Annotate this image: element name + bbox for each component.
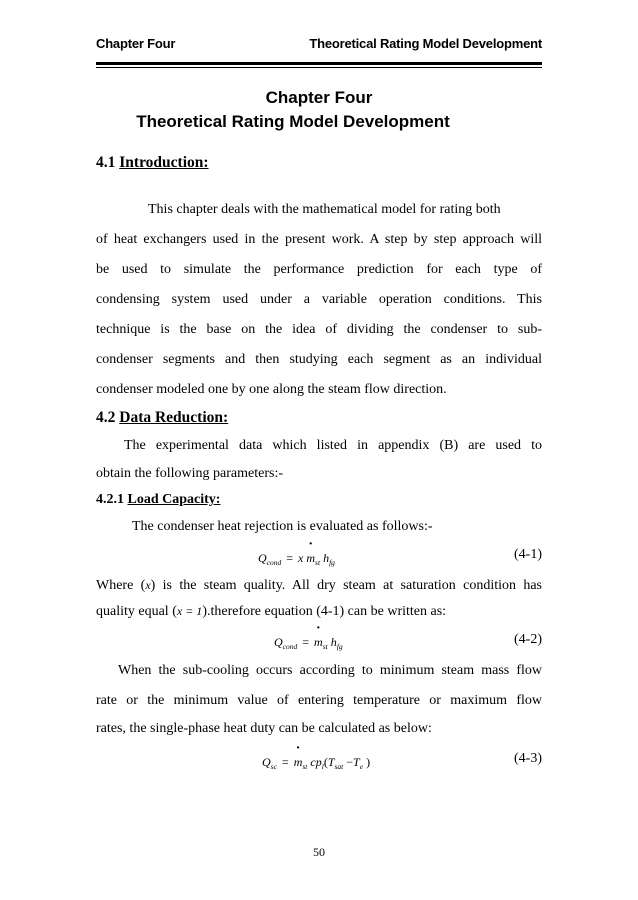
page-number: 50 <box>313 845 325 859</box>
intro-line-5: technique is the base on the idea of dividing the condenser to sub- <box>96 322 542 337</box>
subcooling-line-3: rates, the single-phase heat duty can be calculated as below: <box>96 721 432 736</box>
load-capacity-intro: The condenser heat rejection is evaluated as follows:- <box>132 519 433 534</box>
equation-4-1: $Q_{cond} = x$ · $m_{st}$ $h_{fg}$ <box>258 537 335 567</box>
subcooling-line-1: When the sub-cooling occurs according to minimum steam mass flow <box>118 663 542 678</box>
subsection-heading-4-2-1 <box>96 492 220 508</box>
intro-line-6: condenser segments and then studying each segment as an individual <box>96 352 542 367</box>
equation-number-4-3: (4-3) <box>514 751 542 766</box>
subsection-title: Load Capacity: <box>127 492 221 507</box>
section-title: Introduction: <box>119 154 209 171</box>
intro-line-2: of heat exchangers used in the present work. A step by step approach will <box>96 232 542 247</box>
where-line-2: quality equal (x = 1).therefore equation (4-1) can be written as: <box>96 604 447 619</box>
section-heading-4-1 <box>96 154 209 172</box>
data-reduction-line-2: obtain the following parameters:- <box>96 466 283 481</box>
equation-number-4-2: (4-2) <box>514 632 542 647</box>
data-reduction-line-1: The experimental data which listed in appendix (B) are used to <box>124 438 542 453</box>
running-header-left: Chapter Four <box>96 36 176 51</box>
where-line-1: Where (x) is the steam quality. All dry steam at saturation condition has <box>96 578 543 593</box>
subcooling-line-2: rate or the minimum value of entering temperature or maximum flow <box>96 693 542 708</box>
chapter-title: Chapter Four <box>265 88 373 107</box>
equation-number-4-1: (4-1) <box>514 547 542 562</box>
section-heading-4-2 <box>96 409 228 427</box>
header-rule-thin <box>96 67 542 68</box>
chapter-subtitle: Theoretical Rating Model Development <box>136 112 450 131</box>
section-number: 4.1 <box>96 154 116 171</box>
subsection-number: 4.2.1 <box>96 492 124 507</box>
intro-line-7: condenser modeled one by one along the steam flow direction. <box>96 382 447 397</box>
running-header-right: Theoretical Rating Model Development <box>309 36 542 51</box>
intro-line-4: condensing system used under a variable operation conditions. This <box>96 292 542 307</box>
equation-4-3: $Q_{sc}$ = · $m_{st}$ $cp_l(T_{sat} -T_e$ ) <box>262 741 371 771</box>
intro-line-3: be used to simulate the performance prediction for each type of <box>96 262 542 277</box>
intro-line-1: This chapter deals with the mathematical model for rating both <box>148 202 501 217</box>
section-title: Data Reduction: <box>119 409 229 426</box>
header-rule-thick <box>96 62 542 65</box>
equation-4-2: $Q_{cond}$ = · $m_{st}$ $h_{fg}$ <box>274 621 343 651</box>
section-number: 4.2 <box>96 409 116 426</box>
